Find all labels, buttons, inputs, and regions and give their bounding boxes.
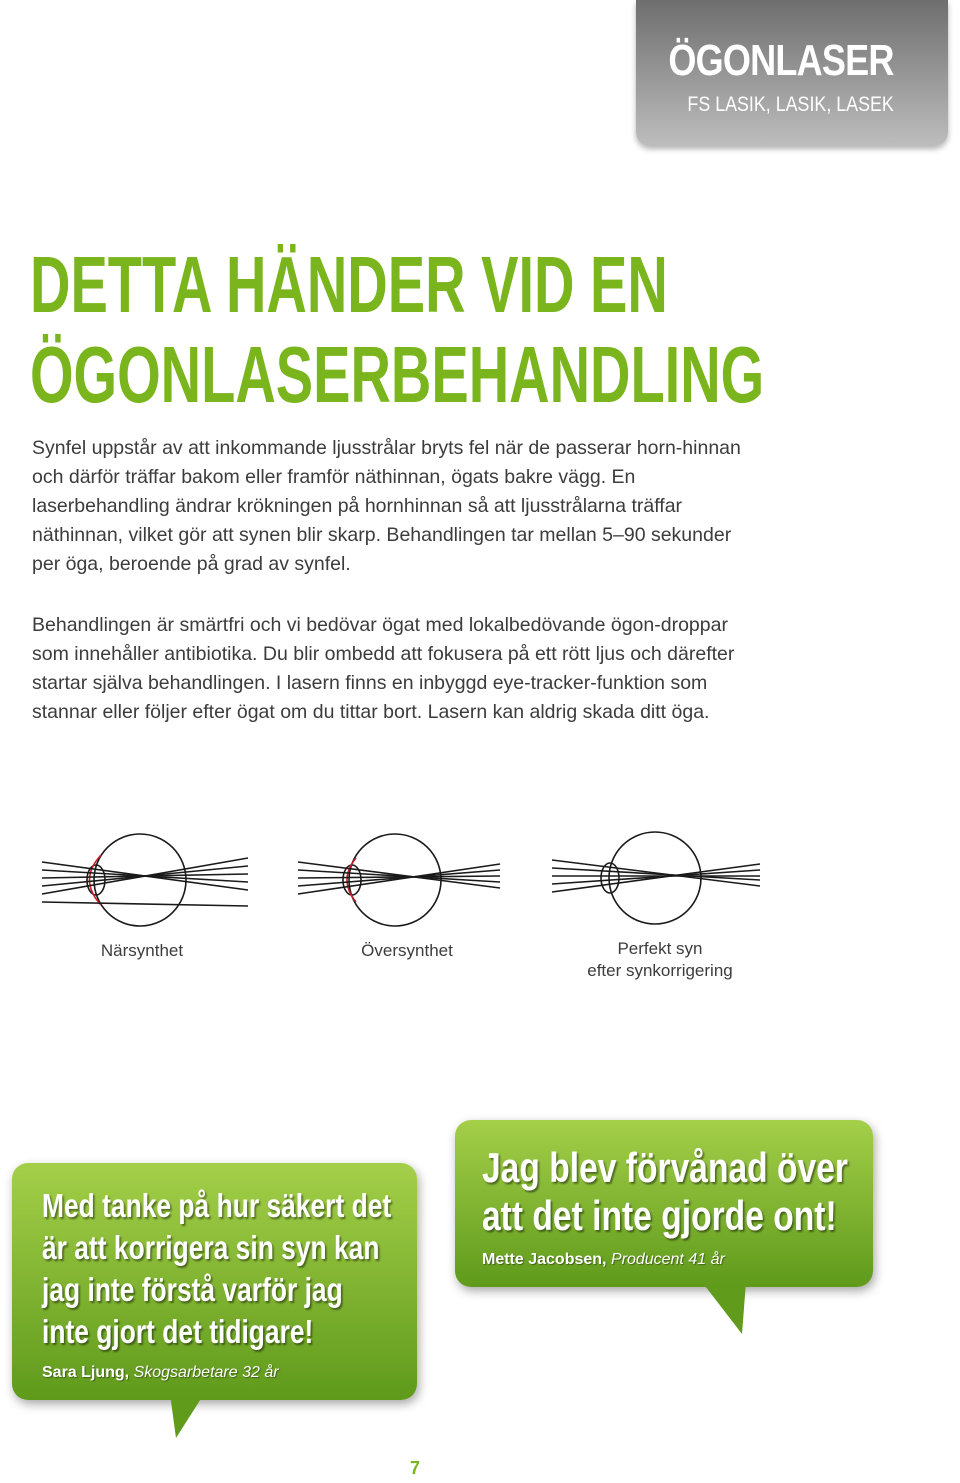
myopia-ray [42, 858, 248, 894]
quote-line: Med tanke på hur säkert det [42, 1187, 392, 1224]
quote-bubble-mette [455, 1120, 873, 1287]
hyperopia-label: Översynthet [361, 941, 453, 960]
quote-text [42, 1185, 391, 1353]
tab-title: ÖGONLASER [668, 36, 894, 85]
perfect-vision-label-line-2: efter synkorrigering [587, 961, 733, 980]
quote-author: Sara Ljung, [42, 1364, 130, 1381]
eye-diagrams [0, 820, 960, 930]
hyperopia-diagram [298, 834, 500, 926]
tab-subtitle: FS LASIK, LASIK, LASEK [687, 93, 894, 116]
perfect-vision-label [560, 938, 760, 982]
myopia-label: Närsynthet [100, 941, 184, 960]
hyperopia-ray [298, 864, 500, 894]
treatment-paragraph: Behandlingen är smärtfri och vi bedövar ögat med lokalbedövande ögon-droppar som innehåller antibiotika. Du blir ombedd att fokusera på ett rött ljus och därefter startar själva behandlingen. I lasern finns en inbyggd eye-tracker-funktion som stannar eller följer efter ögat om du tittar bort. Lasern kan aldrig skada ditt öga. [32, 614, 735, 723]
perfect-vision-label-line-1: Perfekt syn [617, 939, 703, 958]
headline-line-1: DETTA HÄNDER VID EN [30, 240, 668, 329]
page-title [30, 240, 764, 420]
bubble-tail-left [170, 1394, 210, 1442]
headline-line-2: ÖGONLASERBEHANDLING [30, 330, 765, 419]
quote-line: är att korrigera sin syn kan [42, 1229, 380, 1266]
quote-line: Jag blev förvånad över [482, 1144, 849, 1191]
quote-attribution [42, 1364, 279, 1382]
header-tab [636, 0, 948, 146]
quote-line: inte gjort det tidigare! [42, 1313, 314, 1350]
intro-paragraph: Synfel uppstår av att inkommande ljusstrålar bryts fel när de passerar horn-hinnan och därför träffar bakom eller framför näthinnan, ögats bakre vägg. En laserbehandling ändrar krökningen på hornhinnan så att ljusstrålarna träffar näthinnan, vilket gör att synen blir skarp. Behandlingen tar mellan 5–90 sekunder per öga, beroende på grad av synfel. [32, 437, 741, 575]
quote-text [482, 1144, 848, 1240]
bubble-tail-right [702, 1282, 752, 1338]
page-number: 7 [410, 1458, 421, 1478]
quote-role: Skogsarbetare 32 år [133, 1364, 279, 1381]
myopia-ray [42, 902, 248, 906]
quote-attribution [482, 1251, 725, 1269]
perfect-vision-diagram [552, 832, 760, 924]
quote-line: jag inte förstå varför jag [42, 1271, 343, 1308]
quote-line: att det inte gjorde ont! [482, 1192, 837, 1239]
quote-author: Mette Jacobsen, [482, 1251, 607, 1268]
quote-bubble-sara [12, 1163, 417, 1400]
myopia-diagram [42, 834, 248, 926]
quote-role: Producent 41 år [610, 1251, 725, 1268]
